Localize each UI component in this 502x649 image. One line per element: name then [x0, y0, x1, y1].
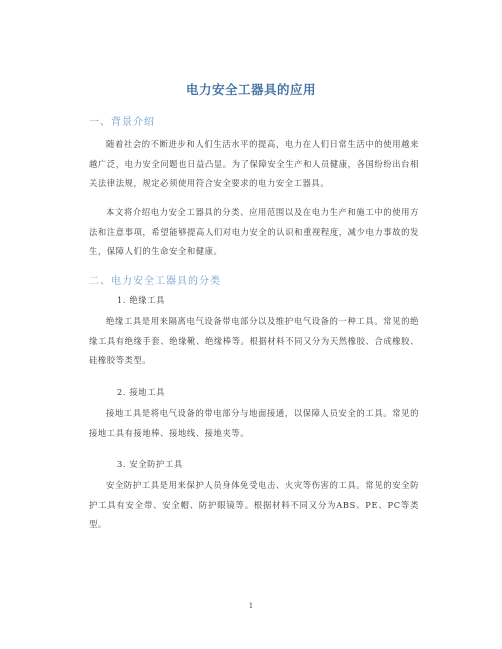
item-text-protection: 安全防护工具是用来保护人员身体免受电击、火灾等伤害的工具。常见的安全防护工具有安全带、安全帽、防护眼镜等。根据材料不同又分为ABS、PE、PC等类型。: [89, 480, 419, 529]
page-number: 1: [248, 602, 254, 610]
section-heading-background: 一、背景介绍: [89, 117, 155, 128]
item-label-grounding: 2. 接地工具: [117, 387, 165, 397]
item-label-protection: 3. 安全防护工具: [117, 459, 183, 469]
document-title: 电力安全工器具的应用: [185, 82, 316, 97]
item-text-grounding: 接地工具是将电气设备的带电部分与地面接通，以保障人员安全的工具。常见的接地工具有接地棒、接地线、接地夹等。: [89, 408, 419, 438]
item-label-insulation: 1. 绝缘工具: [117, 295, 165, 305]
section-heading-classification: 二、电力安全工器具的分类: [89, 276, 221, 287]
item-text-insulation: 绝缘工具是用来隔离电气设备带电部分以及维护电气设备的一种工具。常见的绝缘工具有绝缘手套、绝缘靴、绝缘棒等。根据材料不同又分为天然橡胶、合成橡胶、硅橡胶等类型。: [89, 316, 419, 365]
paragraph-background-2: 本文将介绍电力安全工器具的分类、应用范围以及在电力生产和施工中的使用方法和注意事项，希望能够提高人们对电力安全的认识和重视程度，减少电力事故的发生，保障人们的生命安全和健康。: [89, 207, 419, 256]
paragraph-background-1: 随着社会的不断进步和人们生活水平的提高，电力在人们日常生活中的使用越来越广泛，电力安全问题也日益凸显。为了保障安全生产和人员健康，各国纷纷出台相关法律法规，规定必须使用符合安全要求的电力安全工器具。: [89, 139, 419, 188]
